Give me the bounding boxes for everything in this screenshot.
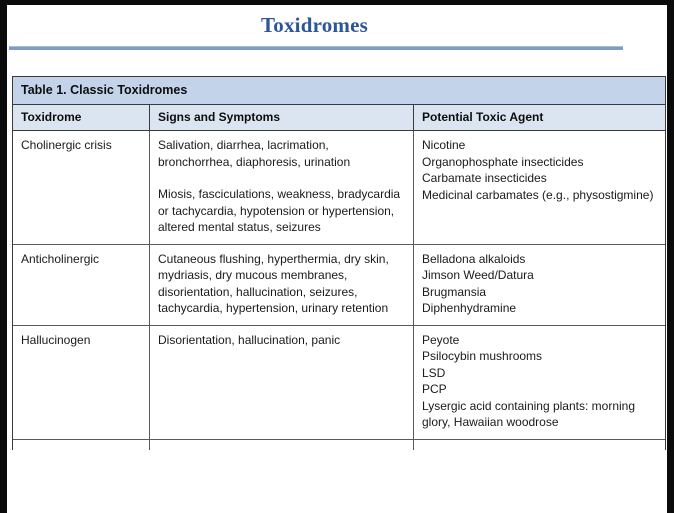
cell-potential-toxic-agent	[414, 245, 665, 325]
agent-item: Belladona alkaloids	[422, 251, 526, 266]
agent-item: Nicotine	[422, 138, 466, 152]
cell-toxidrome: Anticholinergic	[13, 245, 150, 325]
agent-item: LSD	[422, 365, 446, 380]
cell-toxidrome	[13, 440, 150, 450]
table-header-row	[13, 105, 665, 131]
column-header-potential-toxic-agent: Potential Toxic Agent	[422, 110, 544, 124]
cell-toxidrome: Cholinergic crisis	[13, 131, 150, 244]
agent-item: Brugmansia	[422, 284, 487, 299]
cell-signs-and-symptoms	[150, 245, 414, 325]
agent-item: Diphenhydramine	[422, 301, 517, 315]
table-row-clipped	[13, 440, 665, 450]
column-header-signs-and-symptoms: Signs and Symptoms	[150, 105, 414, 130]
table-row	[13, 131, 665, 245]
document-page	[7, 5, 667, 513]
cell-signs-and-symptoms	[150, 326, 414, 439]
table-caption: Table 1. Classic Toxidromes	[13, 77, 665, 105]
page-title: Toxidromes	[260, 13, 369, 37]
agent-item: Peyote	[422, 332, 460, 347]
table-row	[13, 326, 665, 440]
agent-item: Psilocybin mushrooms	[422, 349, 543, 363]
agent-item: Organophosphate insecticides	[422, 154, 584, 169]
agent-item: Lysergic acid containing plants: morning glory, Hawaiian woodrose	[422, 398, 636, 429]
table-row	[13, 245, 665, 326]
cell-potential-toxic-agent	[414, 440, 665, 450]
signs-paragraph: Salivation, diarrhea, lacrimation, bronchorrhea, diaphoresis, urination	[158, 138, 351, 169]
signs-paragraph: Miosis, fasciculations, weakness, bradycardia or tachycardia, hypotension or hypertension, altered mental status, seizures	[158, 187, 401, 234]
agent-item: PCP	[422, 382, 447, 396]
agent-item: Jimson Weed/Datura	[422, 268, 534, 282]
signs-paragraph: Cutaneous flushing, hyperthermia, dry skin, mydriasis, dry mucous membranes, disorientation, hallucination, seizures, tachycardia, hypertension, urinary retention	[158, 251, 389, 315]
signs-paragraph: Disorientation, hallucination, panic	[158, 332, 341, 347]
cell-potential-toxic-agent	[414, 131, 665, 244]
column-header-toxidrome: Toxidrome	[13, 105, 150, 130]
cell-toxidrome: Hallucinogen	[13, 326, 150, 439]
toxidromes-table	[12, 76, 666, 450]
cell-potential-toxic-agent	[414, 326, 665, 439]
agent-item: Medicinal carbamates (e.g., physostigmine)	[422, 187, 654, 202]
agent-item: Carbamate insecticides	[422, 171, 547, 185]
cell-signs-and-symptoms	[150, 131, 414, 244]
table-caption-row	[13, 77, 665, 105]
cell-signs-and-symptoms	[150, 440, 414, 450]
title-divider-rule	[9, 46, 623, 50]
